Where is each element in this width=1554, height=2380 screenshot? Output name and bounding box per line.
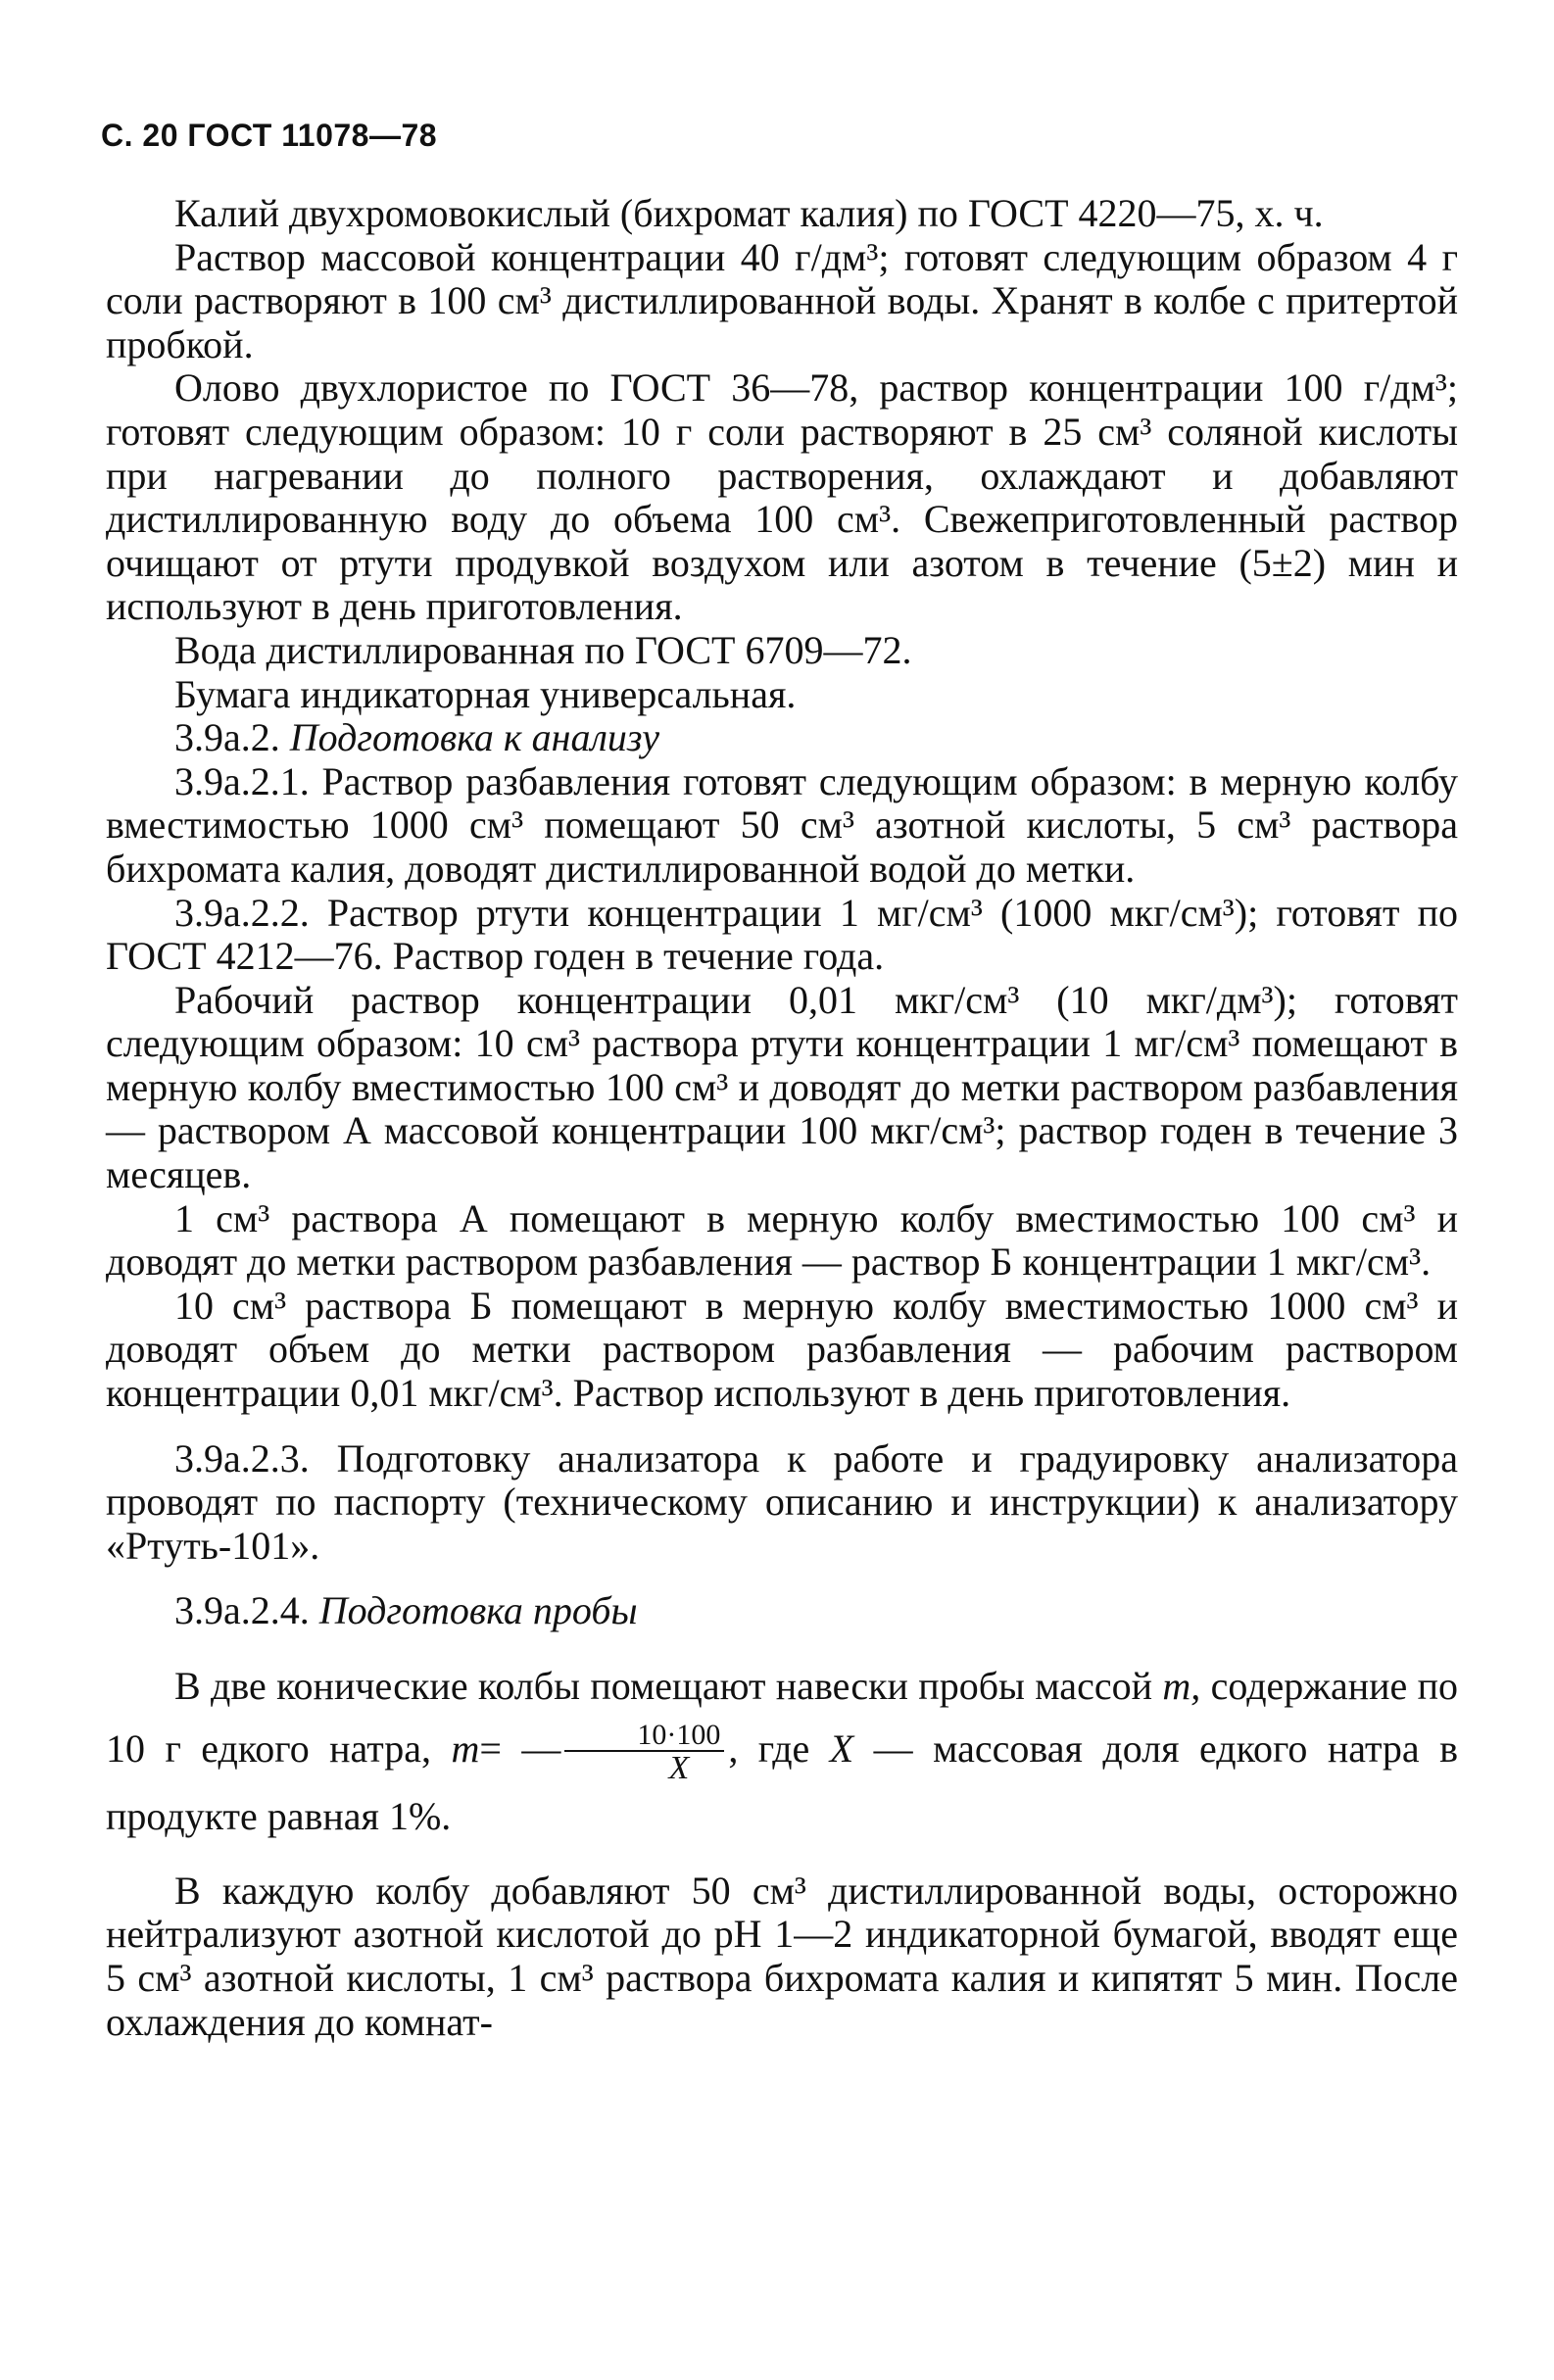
paragraph-sample-mass: В две конические колбы помещают навески пробы массой m, содержание по 10 г едкого натра, m= — $\frac{10\cdot 100}{X}$ , где X — массовая доля едкого натра в продукте равная 1%.	[106, 1664, 1459, 1838]
paragraph-solution-b: 1 см³ раствора А помещают в мерную колбу вместимостью 100 см³ и доводят до метки раствором разбавления — раствор Б концентрации 1 мкг/см³.	[106, 1195, 1458, 1285]
paragraph-distilled-water: Вода дистиллированная по ГОСТ 6709—72.	[174, 627, 912, 672]
paragraph-dilution-solution: 3.9а.2.1. Раствор разбавления готовят следующим образом: в мерную колбу вместимостью 1000 см³ помещают 50 см³ азотной кислоты, 5 см³ раствора бихромата калия, доводят дистиллированной водой до метки.	[106, 758, 1458, 891]
paragraph-tin-chloride: Олово двухлористое по ГОСТ 36—78, раствор концентрации 100 г/дм³; готовят следующим образом: 10 г соли растворяют в 25 см³ соляной кислоты при нагревании до полного растворения, охлаждают и добавляют дистиллированную воду до объема 100 см³. Свежеприготовленный раствор очищают от ртути продувкой воздухом или азотом в течение (5±2) мин и используют в день приготовления.	[106, 365, 1458, 629]
section-title: Подготовка пробы	[318, 1588, 638, 1633]
paragraph-dichromate-solution: Раствор массовой концентрации 40 г/дм³; готовят следующим образом 4 г соли растворяют в 100 см³ дистиллированной воды. Хранят в колбе с притертой пробкой.	[106, 234, 1458, 366]
paragraph-potassium-dichromate: Калий двухромовокислый (бихромат калия) по ГОСТ 4220—75, х. ч.	[174, 191, 1324, 235]
paragraph-working-solution: Рабочий раствор концентрации 0,01 мкг/см³ (10 мкг/дм³); готовят следующим образом: 10 см³ раствора ртути концентрации 1 мг/см³ помещают в мерную колбу вместимостью 100 см³ и доводят до метки раствором разбавления — раствором А массовой концентрации 100 мкг/см³; раствор годен в течение 3 месяцев.	[106, 977, 1458, 1197]
paragraph-analyzer-preparation: 3.9а.2.3. Подготовку анализатора к работе и градуировку анализатора проводят по паспорту (техническому описанию и инструкции) к анализатору «Ртуть-101».	[106, 1435, 1458, 1568]
section-number: 3.9а.2.4.	[174, 1588, 310, 1633]
document-body	[106, 192, 1458, 2044]
section-title: Подготовка к анализу	[289, 715, 660, 760]
section-heading-sample-prep	[106, 1589, 1458, 1633]
section-heading-preparation	[106, 716, 1458, 760]
paragraph-neutralization: В каждую колбу добавляют 50 см³ дистиллированной воды, осторожно нейтрализуют азотной кислотой до pH 1—2 индикаторной бумагой, вводят еще 5 см³ азотной кислоты, 1 см³ раствора бихромата калия и кипятят 5 мин. После охлаждения до комнат-	[106, 1868, 1458, 2044]
mass-formula-fraction: $\frac{10\cdot 100}{X}$	[564, 1721, 724, 1785]
paragraph-mercury-solution: 3.9а.2.2. Раствор ртути концентрации 1 мг/см³ (1000 мкг/см³); готовят по ГОСТ 4212—76. Раствор годен в течение года.	[106, 890, 1458, 979]
section-number: 3.9а.2.	[174, 715, 280, 760]
page-header: С. 20 ГОСТ 11078—78	[101, 118, 438, 153]
paragraph-solution-working: 10 см³ раствора Б помещают в мерную колбу вместимостью 1000 см³ и доводят объем до метки раствором разбавления — рабочим раствором концентрации 0,01 мкг/см³. Раствор используют в день приготовления.	[106, 1283, 1458, 1416]
paragraph-indicator-paper: Бумага индикаторная универсальная.	[174, 671, 797, 716]
